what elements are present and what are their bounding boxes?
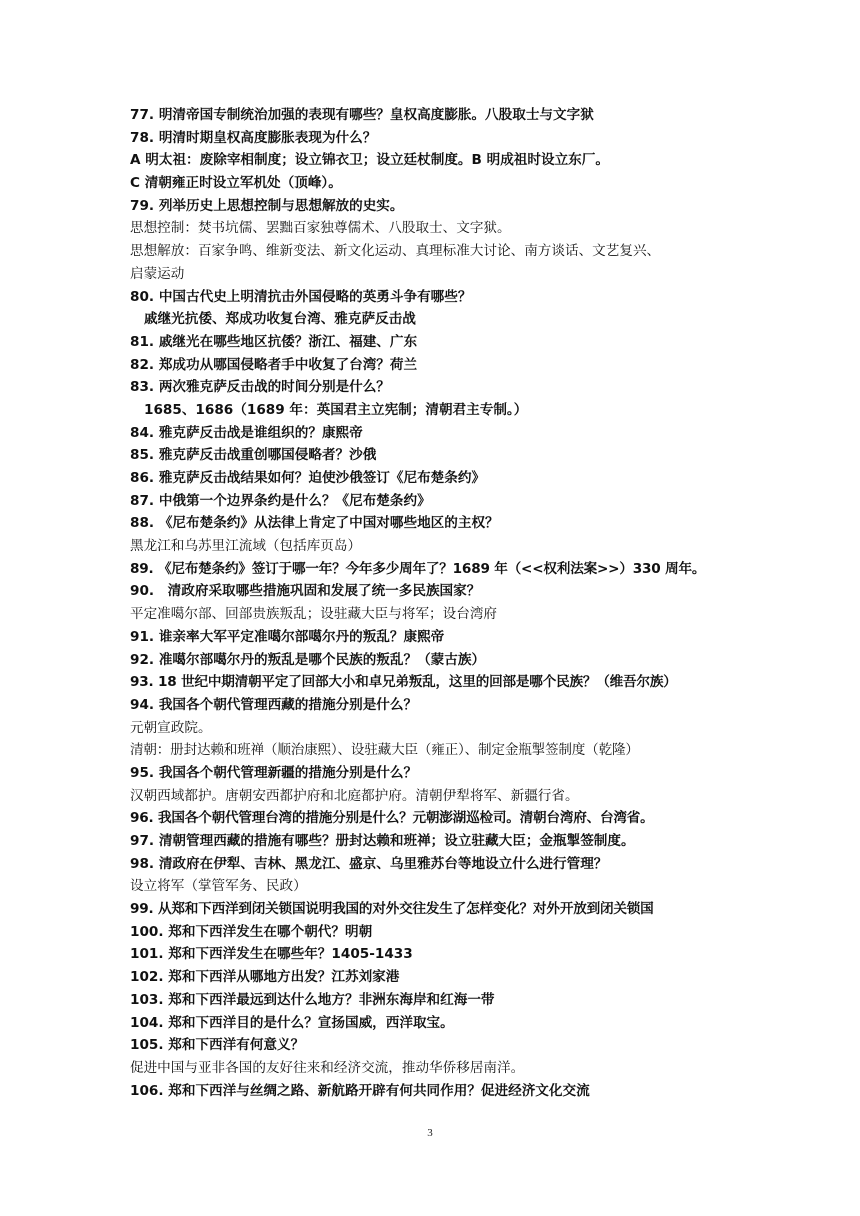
text-line: 99. 从郑和下西洋到闭关锁国说明我国的对外交往发生了怎样变化？对外开放到闭关锁国 — [130, 901, 654, 918]
document-body — [130, 104, 740, 1102]
text-line: 100. 郑和下西洋发生在哪个朝代？明朝 — [130, 923, 373, 940]
text-line: 103. 郑和下西洋最远到达什么地方？非洲东海岸和红海一带 — [130, 991, 495, 1008]
text-line: A 明太祖：废除宰相制度；设立锦衣卫；设立廷杖制度。B 明成祖时设立东厂。 — [130, 152, 609, 169]
text-line: 92. 准噶尔部噶尔丹的叛乱是哪个民族的叛乱？（蒙古族） — [130, 651, 486, 668]
text-line: 汉朝西域都护。唐朝安西都护府和北庭都护府。清朝伊犁将军、新疆行省。 — [130, 787, 579, 804]
text-line: 85. 雅克萨反击战重创哪国侵略者？沙俄 — [130, 447, 377, 464]
text-line: 105. 郑和下西洋有何意义？ — [130, 1037, 305, 1054]
text-line: 77. 明清帝国专制统治加强的表现有哪些？皇权高度膨胀。八股取士与文字狱 — [130, 107, 594, 123]
text-line: 95. 我国各个朝代管理新疆的措施分别是什么？ — [130, 764, 418, 781]
text-line: 86. 雅克萨反击战结果如何？迫使沙俄签订《尼布楚条约》 — [130, 470, 486, 486]
text-line: 戚继光抗倭、郑成功收复台湾、雅克萨反击战 — [144, 311, 416, 328]
text-line: 104. 郑和下西洋目的是什么？宣扬国威，西洋取宝。 — [130, 1014, 454, 1031]
text-line: 清朝：册封达赖和班禅（顺治康熙）、设驻藏大臣（雍正）、制定金瓶掣签制度（乾隆） — [130, 742, 639, 759]
text-line: 84. 雅克萨反击战是谁组织的？康熙帝 — [130, 424, 363, 441]
text-line: 102. 郑和下西洋从哪地方出发？江苏刘家港 — [130, 969, 400, 986]
text-line: 90. 清政府采取哪些措施巩固和发展了统一多民族国家？ — [130, 583, 481, 600]
text-line: 82. 郑成功从哪国侵略者手中收复了台湾？荷兰 — [130, 356, 418, 373]
text-line: 96. 我国各个朝代管理台湾的措施分别是什么？元朝澎湖巡检司。清朝台湾府、台湾省。 — [130, 810, 654, 827]
text-line: 80. 中国古代史上明清抗击外国侵略的英勇斗争有哪些？ — [130, 288, 472, 305]
text-line: 98. 清政府在伊犁、吉林、黑龙江、盛京、乌里雅苏台等地设立什么进行管理？ — [130, 855, 608, 872]
text-line: 79. 列举历史上思想控制与思想解放的史实。 — [130, 197, 404, 214]
text-line: 1685、1686（1689 年：英国君主立宪制；清朝君主专制。） — [144, 401, 528, 418]
text-line: 94. 我国各个朝代管理西藏的措施分别是什么？ — [130, 696, 418, 713]
text-line: 黑龙江和乌苏里江流域（包括库页岛） — [130, 538, 362, 555]
text-line: 83. 两次雅克萨反击战的时间分别是什么？ — [130, 379, 390, 396]
text-line: 89. 《尼布楚条约》签订于哪一年？今年多少周年了？1689 年（<<权利法案>>）330 周年。 — [130, 560, 706, 577]
page-number: 3 — [427, 1127, 433, 1139]
text-line: 78. 明清时期皇权高度膨胀表现为什么？ — [130, 129, 377, 146]
text-line: 启蒙运动 — [130, 265, 185, 282]
text-line: 促进中国与亚非各国的友好往来和经济交流，推动华侨移居南洋。 — [130, 1059, 525, 1076]
text-line: 97. 清朝管理西藏的措施有哪些？册封达赖和班禅；设立驻藏大臣；金瓶掣签制度。 — [130, 833, 635, 849]
text-line: 思想控制：焚书坑儒、罢黜百家独尊儒术、八股取士、文字狱。 — [130, 220, 511, 237]
text-line: 91. 谁亲率大军平定准噶尔部噶尔丹的叛乱？康熙帝 — [130, 628, 445, 645]
text-line: 81. 戚继光在哪些地区抗倭？浙江、福建、广东 — [130, 333, 418, 350]
text-line: 设立将军（掌管军务、民政） — [130, 878, 307, 895]
text-line: 106. 郑和下西洋与丝绸之路、新航路开辟有何共同作用？促进经济文化交流 — [130, 1082, 590, 1099]
text-line: 平定准噶尔部、回部贵族叛乱；设驻藏大臣与将军；设台湾府 — [130, 606, 498, 623]
text-line: 88. 《尼布楚条约》从法律上肯定了中国对哪些地区的主权？ — [130, 515, 499, 532]
text-line: 元朝宣政院。 — [130, 719, 212, 736]
text-line: 101. 郑和下西洋发生在哪些年？1405-1433 — [130, 946, 413, 963]
text-line: 87. 中俄第一个边界条约是什么？《尼布楚条约》 — [130, 492, 431, 509]
text-line: 93. 18 世纪中期清朝平定了回部大小和卓兄弟叛乱，这里的回部是哪个民族？（维吾尔族） — [130, 674, 677, 691]
text-line: C 清朝雍正时设立军机处（顶峰）。 — [130, 175, 342, 192]
text-line: 思想解放：百家争鸣、维新变法、新文化运动、真理标准大讨论、南方谈话、文艺复兴、 — [130, 243, 661, 260]
